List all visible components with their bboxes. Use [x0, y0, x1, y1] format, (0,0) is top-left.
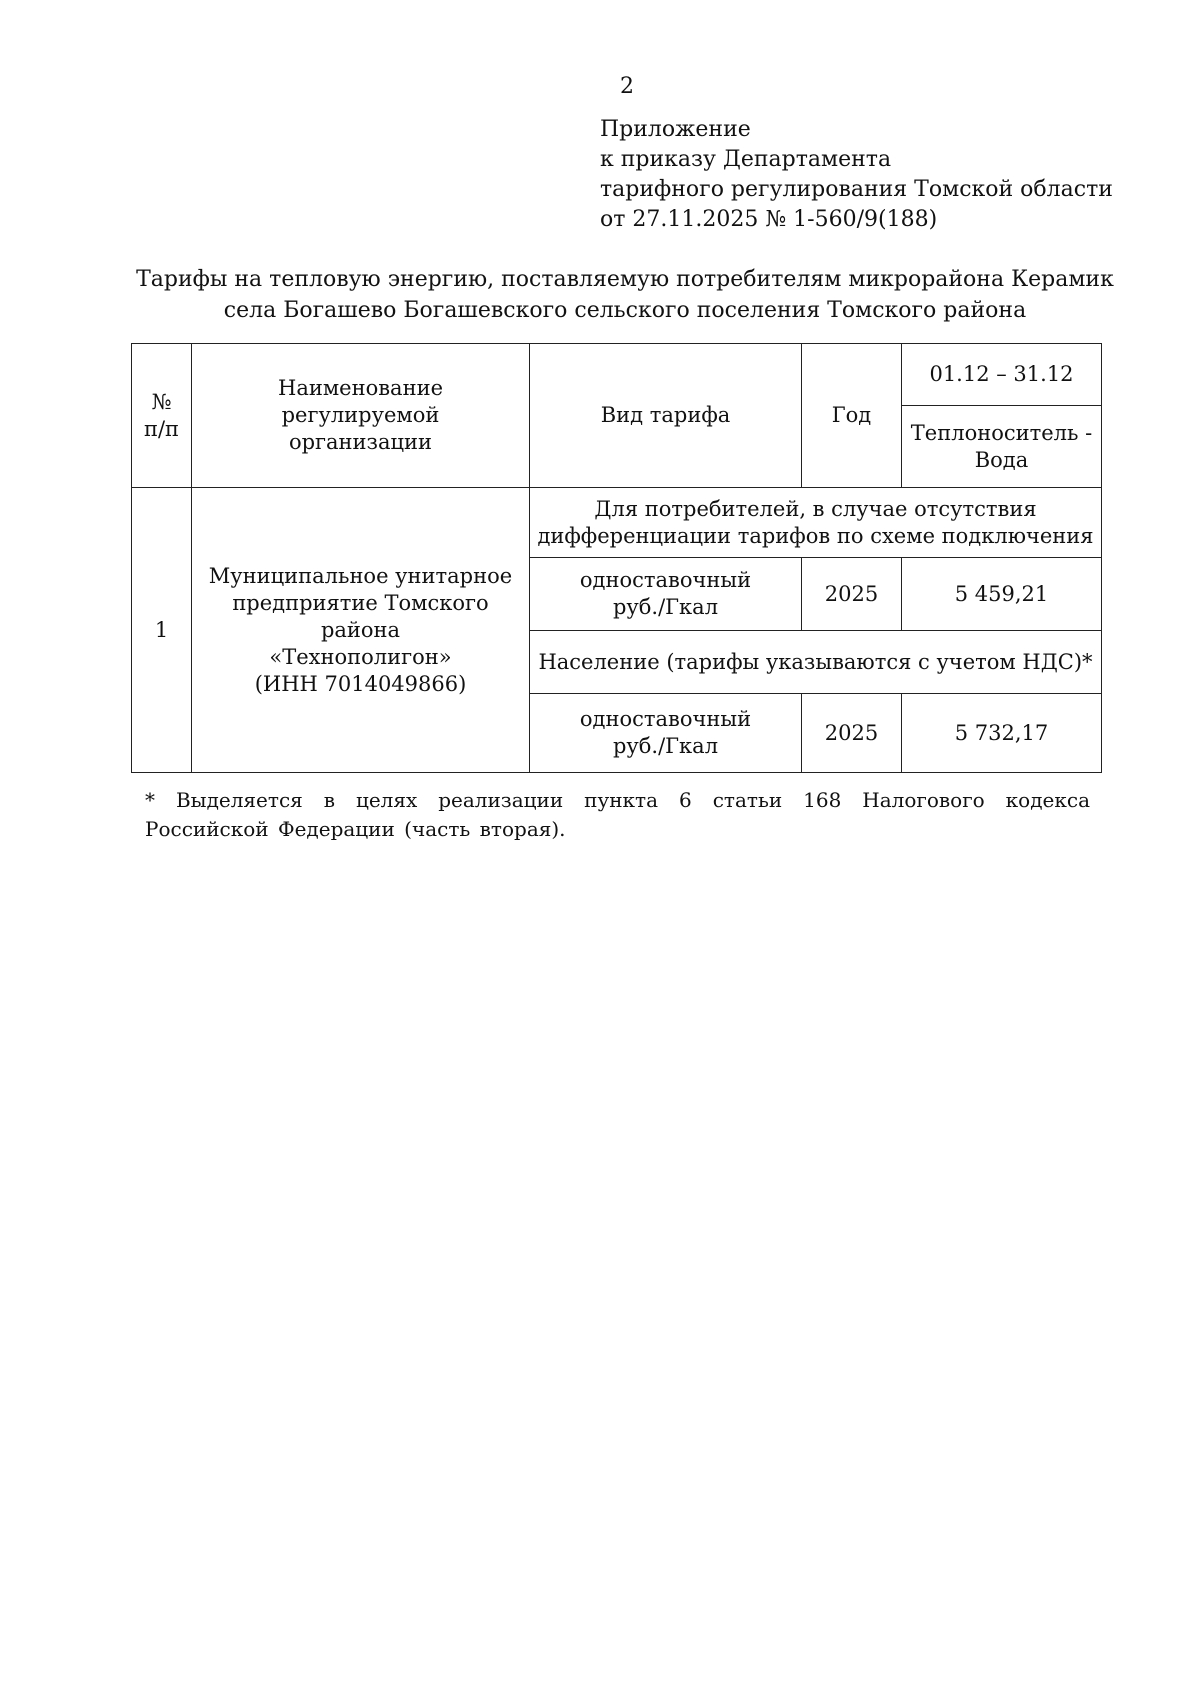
text-line: 1 — [154, 617, 169, 642]
text-line: 5 459,21 — [954, 581, 1049, 606]
text-line: Наименование регулируемой — [278, 376, 443, 427]
tariff-type-2 — [530, 694, 802, 773]
document-title — [130, 264, 1120, 326]
text-line: Муниципальное унитарное — [208, 563, 513, 588]
tariff-value-2 — [902, 694, 1102, 773]
text-line: «Технополигон» — [269, 644, 452, 669]
text-line: организации — [288, 430, 433, 454]
text-line: Вода — [974, 447, 1029, 472]
text-line: Население (тарифы указываются с учетом НДС)* — [538, 649, 1093, 674]
organization-name — [192, 488, 530, 773]
text-line: Теплоноситель - — [910, 420, 1093, 445]
tariff-type-1 — [530, 558, 802, 631]
text-line: Для потребителей, в случае отсутствия — [594, 496, 1037, 521]
appendix-line-4: от 27.11.2025 № 1-560/9(188) — [600, 207, 938, 232]
appendix-line-2: к приказу Департамента — [600, 147, 892, 172]
text-line: одноставочный — [579, 707, 752, 731]
header-num — [132, 344, 192, 488]
text-line: (ИНН 7014049866) — [254, 671, 467, 696]
text-line: Вид тарифа — [600, 403, 731, 427]
text-line: 01.12 – 31.12 — [929, 362, 1074, 386]
text-line: 2025 — [824, 581, 879, 606]
tariff-value-1 — [902, 558, 1102, 631]
tariff-year-1 — [802, 558, 902, 631]
page-number: 2 — [620, 74, 634, 99]
section-consumers — [530, 488, 1102, 558]
appendix-line-3: тарифного регулирования Томской области — [600, 177, 1113, 202]
text-line: руб./Гкал — [612, 595, 719, 619]
text-line: п/п — [143, 416, 180, 441]
text-line: дифференциации тарифов по схеме подключения — [537, 523, 1094, 548]
footnote: * Выделяется в целях реализации пункта 6 статьи 168 Налогового кодекса Российской Федерации (часть вторая). — [145, 788, 1090, 841]
title-line-1: Тарифы на тепловую энергию, поставляемую потребителям микрорайона Керамик — [136, 267, 1114, 292]
appendix-line-1: Приложение — [600, 117, 751, 142]
tariff-year-2 — [802, 694, 902, 773]
text-line: № — [151, 389, 172, 414]
header-tariff-type — [530, 344, 802, 488]
header-carrier — [902, 406, 1102, 488]
tariff-table — [131, 343, 1102, 773]
section-population — [530, 631, 1102, 694]
title-line-2: села Богашево Богашевского сельского поселения Томского района — [223, 298, 1027, 323]
header-organization — [192, 344, 530, 488]
text-line: одноставочный — [579, 568, 752, 592]
row-number — [132, 488, 192, 773]
text-line: Год — [831, 403, 872, 427]
header-period — [902, 344, 1102, 406]
text-line: 2025 — [824, 720, 879, 745]
appendix-block — [600, 115, 1113, 235]
text-line: 5 732,17 — [954, 720, 1049, 745]
text-line: предприятие Томского района — [232, 590, 489, 642]
text-line: руб./Гкал — [612, 734, 719, 758]
header-year — [802, 344, 902, 488]
